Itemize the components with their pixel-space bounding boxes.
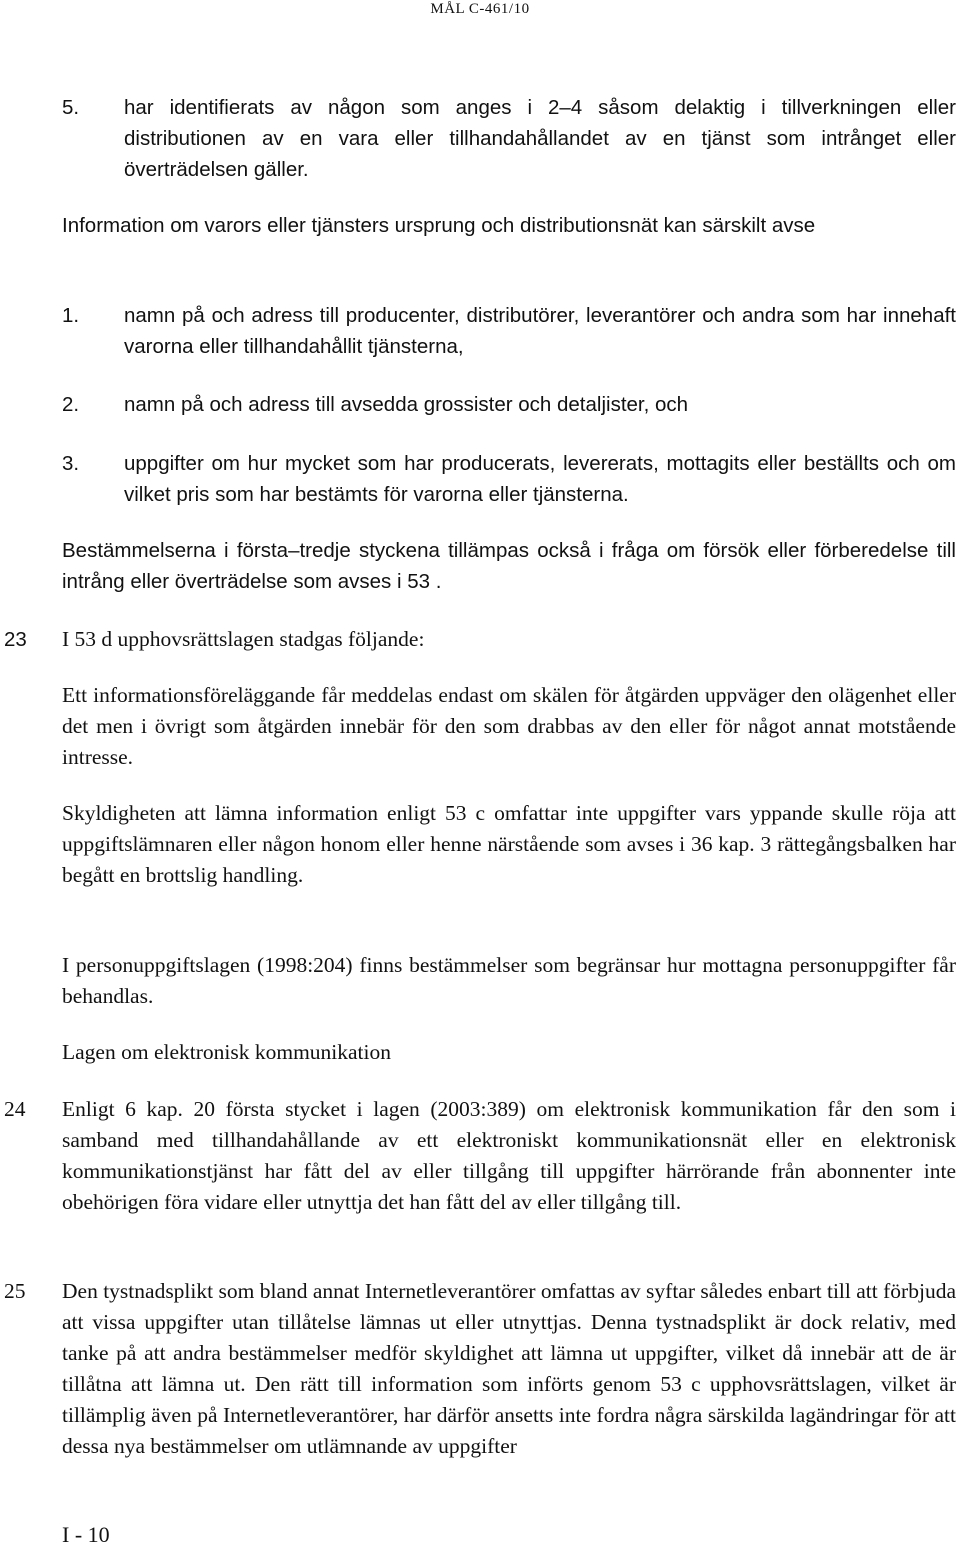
list-item-number: 1.: [62, 304, 80, 327]
list-item-text: namn på och adress till producenter, distributörer, leverantörer och andra som har innehaft varorna eller tillhandahållit tjänsterna,: [124, 304, 956, 358]
list-item-number: 5.: [62, 96, 80, 119]
intro-paragraph: Information om varors eller tjänsters ursprung och distributionsnät kan särskilt avse: [62, 214, 816, 237]
paragraph-24-text: Enligt 6 kap. 20 första stycket i lagen (2003:389) om elektronisk kommunikation får den som i samband med tillhandahållande av ett elektroniskt kommunikationsnät eller en elektronisk kommunikationstjänst har fått del av eller tillgång till uppgifter härrörande från abonnenter inte obehörigen föra vidare eller utnyttja det han fått del av eller tillgång till.: [62, 1097, 956, 1214]
paragraph-bestammelser: Bestämmelserna i första–tredje styckena tillämpas också i fråga om försök eller förberedelse till intrång eller överträdelse som avses i 53 .: [62, 539, 956, 593]
paragraph-25-text: Den tystnadsplikt som bland annat Internetleverantörer omfattas av syftar således enbart till att förbjuda att vissa uppgifter utan tillåtelse lämnas ut eller utnyttjas. Denna tystnadsplikt är dock relativ, med tanke på att andra bestämmelser medför skyldighet att lämna ut uppgifter, vilket då innebär att de är tillåtna att lämna ut. Den rätt till information som införts genom 53 c upphovsrättslagen, vilket är tillämplig även på Internetleverantörer, har därför ansetts inte fordra några särskilda lagändringar för att dessa nya bestämmelser om utlämnande av uppgifter: [62, 1279, 956, 1458]
page-number: I - 10: [62, 1522, 110, 1547]
quote-paragraph-2: Skyldigheten att lämna information enligt 53 c omfattar inte uppgifter vars yppande skulle röja att uppgiftslämnaren eller någon honom eller henne närstående som avses i 36 kap. 3 rättegångsbalken har begått en brottslig handling.: [62, 801, 956, 887]
paragraph-23-text: I 53 d upphovsrättslagen stadgas följande:: [62, 627, 425, 651]
list-item-number: 3.: [62, 452, 80, 475]
case-reference: MÅL C-461/10: [430, 1, 530, 17]
paragraph-number-25: 25: [4, 1279, 26, 1303]
list-item-number: 2.: [62, 393, 80, 416]
list-item-text: har identifierats av någon som anges i 2–4 såsom delaktig i tillverkningen eller distributionen av en vara eller tillhandahållandet av en tjänst som intrånget eller överträdelsen gäller.: [124, 96, 956, 181]
list-item-text: uppgifter om hur mycket som har producerats, levererats, mottagits eller beställts och om vilket pris som har bestämts för varorna eller tjänsterna.: [124, 452, 956, 506]
list-item-text: namn på och adress till avsedda grossister och detaljister, och: [124, 393, 689, 416]
paragraph-number-23: 23: [4, 628, 27, 651]
quote-paragraph-3: I personuppgiftslagen (1998:204) finns bestämmelser som begränsar hur mottagna personuppgifter får behandlas.: [62, 953, 956, 1008]
quote-paragraph-1: Ett informationsföreläggande får meddelas endast om skälen för åtgärden uppväger den olägenhet eller det men i övrigt som åtgärden innebär för den som drabbas av den eller för något annat motstående intresse.: [62, 683, 956, 769]
section-heading: Lagen om elektronisk kommunikation: [62, 1040, 392, 1064]
paragraph-number-24: 24: [4, 1097, 26, 1121]
